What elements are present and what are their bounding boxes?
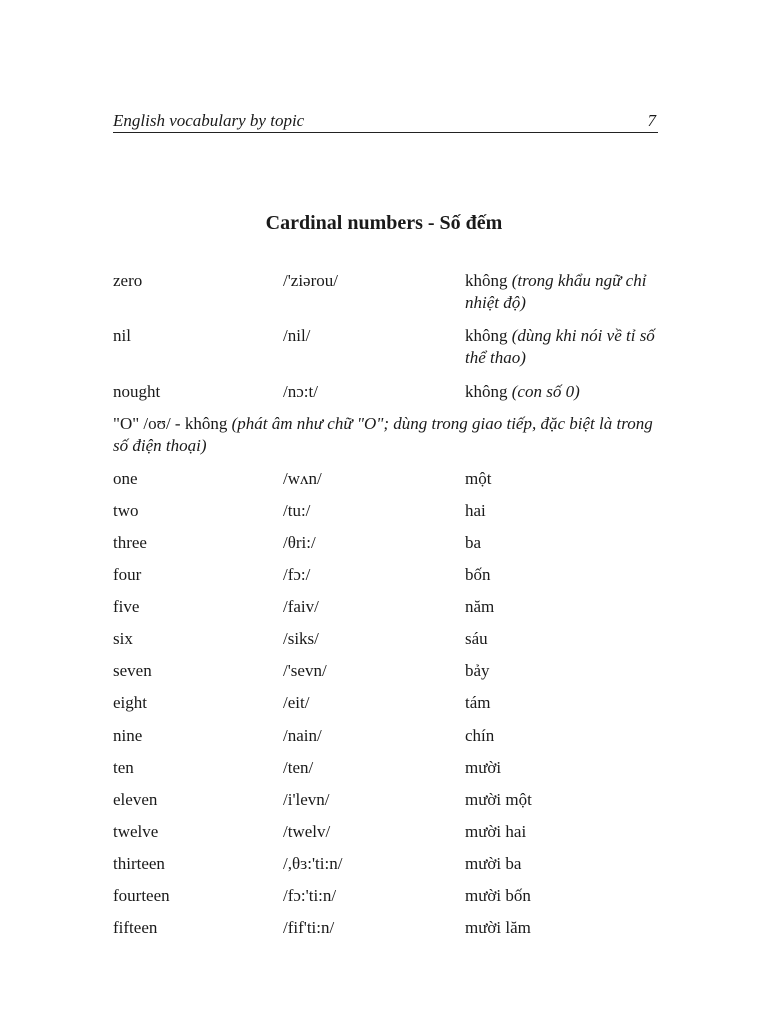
entry-word: zero	[113, 271, 143, 290]
number-meaning: bảy	[465, 661, 490, 680]
number-word: eleven	[113, 790, 158, 809]
number-pron: /θri:/	[283, 533, 316, 552]
number-word: ten	[113, 758, 134, 777]
number-pron: /ten/	[283, 758, 314, 777]
number-meaning: mười hai	[465, 822, 527, 841]
number-meaning: chín	[465, 726, 495, 745]
number-word: nine	[113, 726, 143, 745]
number-meaning: sáu	[465, 629, 488, 648]
meaning-note: (con số 0)	[511, 382, 580, 401]
entry-meaning	[465, 325, 665, 369]
entry-pron: /nil/	[283, 326, 311, 345]
note-text: "O" /oʊ/ - không	[113, 414, 228, 433]
number-pron: /wʌn/	[283, 469, 322, 488]
number-pron: /siks/	[283, 629, 319, 648]
number-word: three	[113, 533, 147, 552]
number-pron: /'sevn/	[283, 661, 327, 680]
number-meaning: mười bốn	[465, 886, 531, 905]
number-word: thirteen	[113, 854, 165, 873]
page-number: 7	[647, 111, 656, 130]
number-meaning: hai	[465, 501, 486, 520]
number-word: twelve	[113, 822, 159, 841]
number-meaning: tám	[465, 693, 491, 712]
note-italic: (phát âm như chữ "O"; dùng trong giao tiếp, đặc biệt là trong số điện thoại)	[113, 414, 653, 455]
meaning-note: (dùng khi nói về tỉ số thể thao)	[465, 326, 655, 367]
number-meaning: mười một	[465, 790, 532, 809]
number-pron: /twelv/	[283, 822, 331, 841]
number-pron: /faiv/	[283, 597, 319, 616]
meaning-text: không	[465, 271, 508, 290]
number-word: fifteen	[113, 918, 158, 937]
number-word: one	[113, 469, 138, 488]
number-meaning: một	[465, 469, 492, 488]
meaning-note: (trong khẩu ngữ chỉ nhiệt độ)	[465, 271, 647, 312]
number-word: four	[113, 565, 142, 584]
number-meaning: năm	[465, 597, 495, 616]
number-word: seven	[113, 661, 152, 680]
number-meaning: mười ba	[465, 854, 522, 873]
number-pron: /nain/	[283, 726, 322, 745]
number-word: five	[113, 597, 140, 616]
entry-pron: /'ziərou/	[283, 271, 338, 290]
number-word: eight	[113, 693, 147, 712]
meaning-text: không	[465, 326, 508, 345]
number-pron: /eit/	[283, 693, 310, 712]
page-header	[113, 110, 658, 133]
number-pron: /i'levn/	[283, 790, 330, 809]
meaning-text: không	[465, 382, 508, 401]
number-pron: /fif'ti:n/	[283, 918, 335, 937]
entry-word: nil	[113, 326, 131, 345]
number-word: fourteen	[113, 886, 170, 905]
number-meaning: mười lăm	[465, 918, 531, 937]
entry-pron: /nɔ:t/	[283, 382, 318, 401]
number-meaning: ba	[465, 533, 482, 552]
number-word: two	[113, 501, 139, 520]
number-pron: /tu:/	[283, 501, 311, 520]
special-note	[113, 413, 663, 457]
number-meaning: mười	[465, 758, 502, 777]
section-title: Cardinal numbers - Số đếm	[265, 212, 503, 234]
entry-word: nought	[113, 382, 161, 401]
number-word: six	[113, 629, 133, 648]
entry-meaning	[465, 270, 665, 314]
header-title: English vocabulary by topic	[113, 111, 305, 130]
number-pron: /,θɜ:'ti:n/	[283, 854, 343, 873]
number-pron: /fɔ:/	[283, 565, 311, 584]
number-meaning: bốn	[465, 565, 491, 584]
number-pron: /fɔ:'ti:n/	[283, 886, 337, 905]
entry-meaning	[465, 381, 665, 403]
